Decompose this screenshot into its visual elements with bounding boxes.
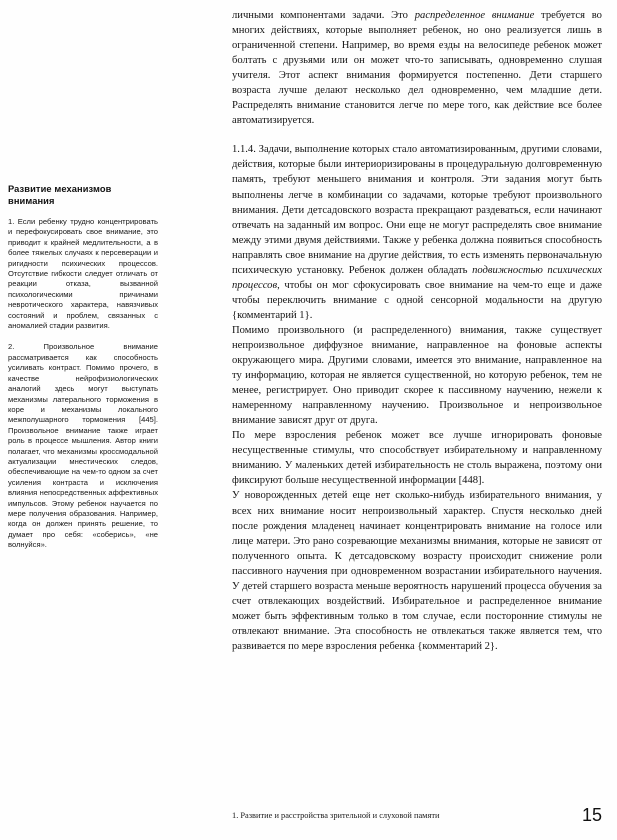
body-paragraph: Помимо произвольного (и распределенного) внимания, также существует непроизвольное диффузное внимание, направленное на фоновые аспекты окружающего мира. Другими словами, имеется это внимание, направленное на ту информацию, которая не является существенной, но которую ребенок, тем не менее, регистрирует. Оно приводит скорее к пассивному научению, нежели к намеренному направленному научению. Произвольное и непроизвольное внимание зависят друг от друга. [232,324,602,427]
sidebar-note-2: 2. Произвольное внимание рассматривается как способность усиливать контраст. Помимо прочего, в качестве нейрофизиологических аналогий здесь могут выступать механизмы латерального торможения в коре и механизмы локального межполушарного торможения [445]. Произвольное внимание также играет роль в процессе мышления. Автор книги полагает, что механизмы кроссмодальной актуализации мнестических следов, обеспечивающие на чем-то одном за счет усиления контраста и исключения влияния непосредственных аффективных импульсов. Этому ребенок научается по мере получения образования. Например, когда он должен принять решение, то думает про себя: «соберись», «не волнуйся». [8,342,158,550]
body-paragraph: По мере взросления ребенок может все лучше игнорировать фоновые несущественные стимулы, что способствует избирательному и направленному вниманию. У маленьких детей избирательность не столь выражена, поэтому они фиксируют больше несущественной информации [448]. [232,430,602,487]
page-number: 15 [581,805,602,825]
sidebar-heading: Развитие механизмов внимания [8,184,112,206]
main-text-column [232,8,602,654]
page-footer [232,806,602,824]
running-title: 1. Развитие и расстройства зрительной и слуховой памяти [232,811,440,820]
body-paragraph: У новорожденных детей еще нет сколько-нибудь избирательного внимания, у всех них внимание носит непроизвольный характер. Спустя несколько дней после рождения младенец начинает концентрировать внимание на голосе или лице матери. Это рано созревающие механизмы внимания, которые не зависят от полученного опыта. К детсадовскому возрасту происходит снижение роли пассивного научения при одновременном возрастании избирательного научения. У детей старшего возраста меньше вероятность нарушений процесса обучения за счет отвлекающих воздействий. Избирательное и распределенное внимание может быть эффективным только в том случае, если посторонние стимулы не отвлекают внимание. Эта способность не отвлекаться также является тем, что развивается по мере взросления ребенка {комментарий 2}. [232,490,602,652]
sidebar-notes-column [8,183,158,562]
body-paragraph: личными компонентами задачи. Это распределенное внимание требуется во многих действиях, которые выполняет ребенок, но оно реализуется лишь в ограниченной степени. Например, во время езды на велосипеде ребенок может болтать с друзьями или он может что-то записывать, одновременно слушая учителя. Этот аспект внимания формируется постепенно. Дети старшего возраста лучше делают несколько дел одновременно, чем младшие дети. Распределять внимание становится легче по мере того, как действие все более автоматизируется. [232,10,602,127]
body-paragraph: 1.1.4. Задачи, выполнение которых стало автоматизированным, другими словами, действия, которые были интериоризированы в процедуральную долговременную память, требуют меньшего внимания и контроля. Эти задания могут быть выполнены легче в комбинации со задачами, которые требуют произвольного внимания. Дети детсадовского возраста прекращают раздеваться, если начинают отвечать на заданный им вопрос. Они еще не могут распределять свое внимание между этими двумя действиями. Также у ребенка должна появиться способность направлять свое внимание на другие действия, то есть изменять первоначальную психическую установку. Ребенок должен обладать подвижностью психических процессов, чтобы он мог сфокусировать свое внимание на чем-то еще и даже чтобы переключить внимание с одной сенсорной модальности на другую {комментарий 1}. [232,144,602,321]
sidebar-note-1: 1. Если ребенку трудно концентрировать и перефокусировать свое внимание, это приводит к крайней медлительности, а в более тяжелых случаях к персеверации и ригидности психических процессов. Отсутствие гибкости следует отличать от реакции отказа, вызванной психологическими причинами невротического характера, навязчивых состояний и проблем, связанных с аномалией стадии развития. [8,217,158,331]
